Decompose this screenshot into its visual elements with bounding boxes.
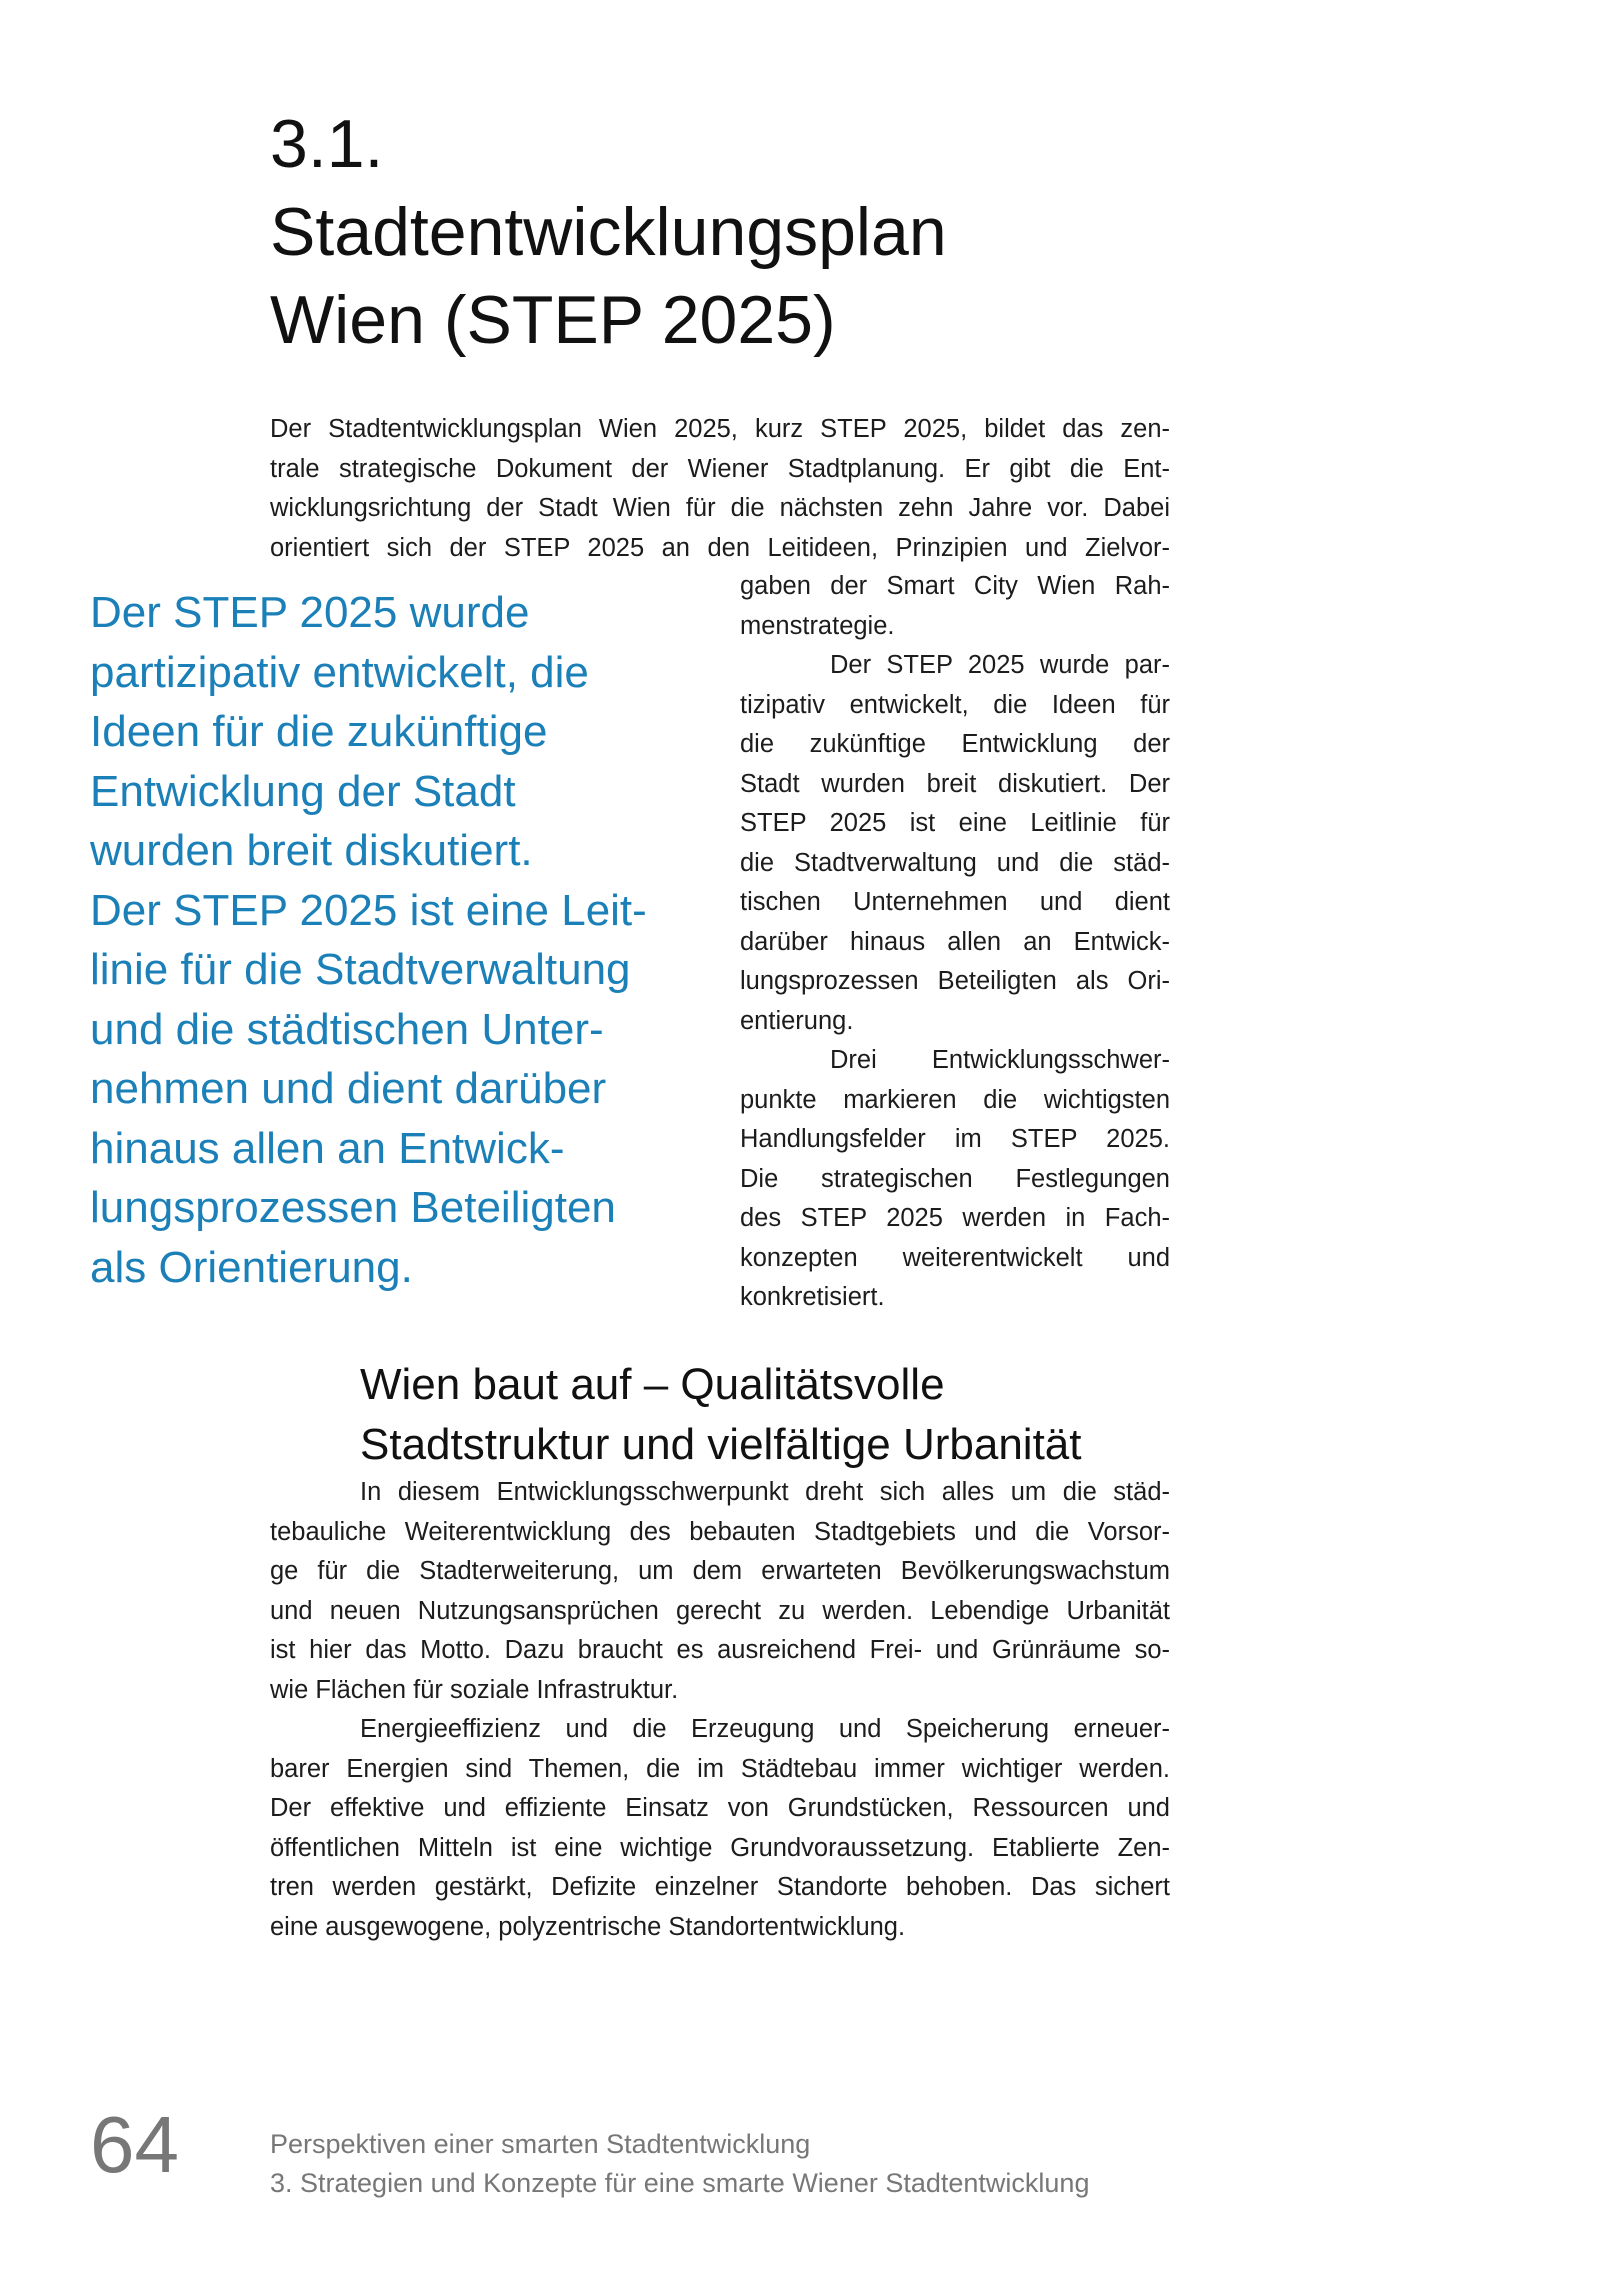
text-line: Die strategischen Festlegungen [740,1164,1170,1193]
text-line: wie Flächen für soziale Infrastruktur. [270,1675,679,1704]
right-column [740,567,1170,1318]
heading-line: Stadtentwicklungsplan [270,194,947,270]
quote-line: hinaus allen an Entwick- [90,1123,565,1173]
text-line: In diesem Entwicklungsschwerpunkt dreht sich alles um die städ- [360,1478,1170,1506]
text-line: Der Stadtentwicklungsplan Wien 2025, kurz STEP 2025, bildet das zen- [270,415,1170,443]
text-line: punkte markieren die wichtigsten [740,1085,1170,1114]
text-line: konzepten weiterentwickelt und [740,1243,1170,1272]
heading-line: Wien (STEP 2025) [270,282,836,358]
quote-line: Entwicklung der Stadt [90,766,516,816]
text-line: menstrategie. [740,611,895,640]
quote-line: partizipativ entwickelt, die [90,647,589,697]
pull-quote [90,583,730,1297]
quote-line: Der STEP 2025 ist eine Leit- [90,885,647,935]
text-line: tren werden gestärkt, Defizite einzelner Standorte behoben. Das sichert [270,1873,1170,1901]
quote-line: linie für die Stadtverwaltung [90,945,631,994]
quote-line: Ideen für die zukünftige [90,707,548,756]
text-line: ist hier das Motto. Dazu braucht es ausreichend Frei- und Grünräume so- [270,1636,1170,1664]
section-heading [270,100,1270,364]
paragraph [740,567,1170,646]
text-line: öffentlichen Mitteln ist eine wichtige Grundvoraussetzung. Etablierte Zen- [270,1833,1170,1862]
text-line: und neuen Nutzungsansprüchen gerecht zu werden. Lebendige Urbanität [270,1596,1170,1625]
text-line: tizipativ entwickelt, die Ideen für [740,690,1170,719]
text-line: konkretisiert. [740,1283,885,1311]
quote-line: als Orientierung. [90,1242,413,1292]
text-line: ge für die Stadterweiterung, um dem erwarteten Bevölkerungswachstum [270,1557,1170,1585]
subheading-line: Stadtstruktur und vielfältige Urbanität [360,1420,1082,1469]
text-line: die zukünftige Entwicklung der [740,730,1170,758]
text-line: wicklungsrichtung der Stadt Wien für die nächsten zehn Jahre vor. Dabei [270,494,1170,522]
text-line: gaben der Smart City Wien Rah- [740,572,1170,600]
text-line: orientiert sich der STEP 2025 an den Leitideen, Prinzipien und Zielvor- [270,533,1170,562]
page-number: 64 [90,2100,179,2189]
text-line: des STEP 2025 werden in Fach- [740,1204,1170,1232]
text-line: Handlungsfelder im STEP 2025. [740,1125,1170,1153]
footer-book-title: Perspektiven einer smarten Stadtentwicklung [270,2129,811,2159]
text-line: tischen Unternehmen und dient [740,888,1170,916]
text-line: trale strategische Dokument der Wiener Stadtplanung. Er gibt die Ent- [270,454,1170,483]
quote-line: Der STEP 2025 wurde [90,588,530,637]
text-line: darüber hinaus allen an Entwick- [740,927,1170,956]
quote-line: lungsprozessen Beteiligten [90,1183,616,1232]
quote-line: und die städtischen Unter- [90,1004,604,1054]
text-line: tebauliche Weiterentwicklung des bebauten Stadtgebiets und die Vorsor- [270,1517,1170,1546]
text-line: entierung. [740,1006,854,1035]
text-line: Der effektive und effiziente Einsatz von Grundstücken, Ressourcen und [270,1794,1170,1822]
intro-paragraph [270,410,1170,568]
text-line: Stadt wurden breit diskutiert. Der [740,769,1170,798]
heading-line: 3.1. [270,106,384,182]
paragraph [270,1710,1170,1947]
text-line: eine ausgewogene, polyzentrische Standortentwicklung. [270,1912,906,1941]
paragraph [740,1041,1170,1318]
text-line: lungsprozessen Beteiligten als Ori- [740,967,1170,995]
text-line: die Stadtverwaltung und die städ- [740,848,1170,877]
text-line: barer Energien sind Themen, die im Städtebau immer wichtiger werden. [270,1754,1170,1783]
text-line: STEP 2025 ist eine Leitlinie für [740,809,1170,837]
text-line: Drei Entwicklungsschwer- [830,1046,1170,1074]
footer-chapter-title: 3. Strategien und Konzepte für eine smarte Wiener Stadtentwicklung [270,2168,1090,2198]
section-body [270,1473,1170,1947]
paragraph [740,646,1170,1041]
quote-line: nehmen und dient darüber [90,1064,607,1113]
quote-line: wurden breit diskutiert. [90,826,533,875]
paragraph [270,1473,1170,1710]
text-line: Energieeffizienz und die Erzeugung und Speicherung erneuer- [360,1715,1170,1743]
text-line: Der STEP 2025 wurde par- [830,651,1170,679]
running-footer [270,2125,1089,2203]
subheading-line: Wien baut auf – Qualitätsvolle [360,1360,945,1409]
subsection-heading [360,1355,1220,1475]
